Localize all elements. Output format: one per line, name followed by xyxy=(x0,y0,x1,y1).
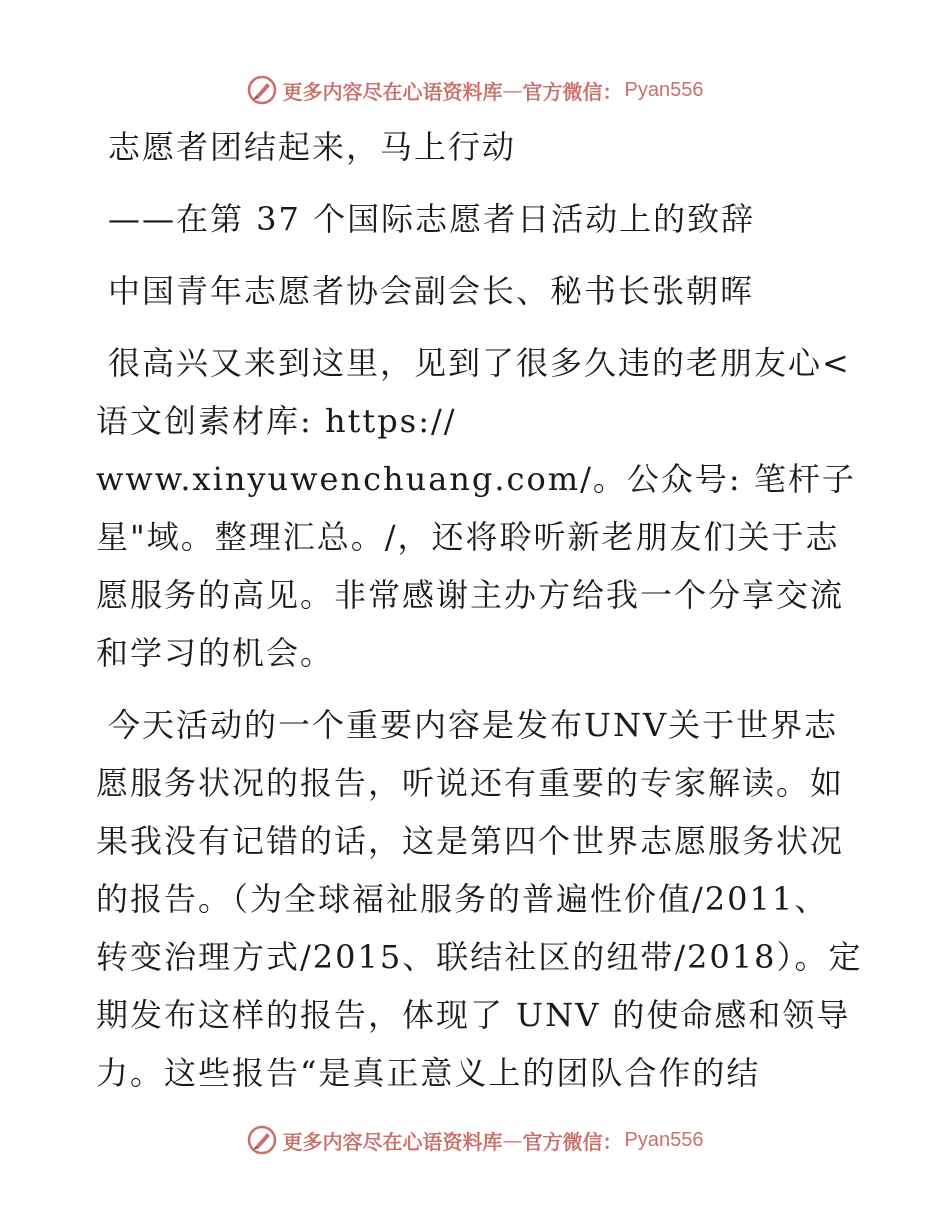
paragraph-line: 星"域。整理汇总。/，还将聆听新老朋友们关于志 xyxy=(96,518,840,556)
document-body xyxy=(96,118,863,1102)
banner-wechat-id: Pyan556 xyxy=(624,1128,704,1151)
paragraph-line: 和学习的机会。 xyxy=(96,634,335,672)
banner-official-label: 官方微信： xyxy=(522,1129,623,1154)
banner-separator: — xyxy=(502,78,523,102)
paragraph-line: 愿服务的高见。非常感谢主办方给我一个分享交流 xyxy=(96,576,845,614)
paragraph-line: 转变治理方式/2015、联结社区的纽带/2018）。定 xyxy=(96,938,863,976)
banner-wechat-id: Pyan556 xyxy=(624,78,704,101)
banner-separator: — xyxy=(502,1128,523,1152)
quill-logo-icon xyxy=(247,75,277,105)
paragraph-2 xyxy=(96,696,863,1102)
paragraph-line: 愿服务状况的报告，听说还有重要的专家解读。如 xyxy=(96,764,845,802)
paragraph-line: 的报告。（为全球福祉服务的普遍性价值/2011、 xyxy=(96,880,829,918)
paragraph-line: www.xinyuwenchuang.com/。公众号: 笔杆子 xyxy=(96,460,856,498)
document-title: 志愿者团结起来，马上行动 xyxy=(108,128,517,166)
paragraph-line: 期发布这样的报告，体现了 UNV 的使命感和领导 xyxy=(96,996,851,1034)
banner-brand-text: 更多内容尽在心语资料库 xyxy=(282,1129,503,1154)
quill-logo-icon xyxy=(247,1125,277,1155)
banner-official-label: 官方微信： xyxy=(522,79,623,104)
footer-banner xyxy=(0,1120,950,1160)
paragraph-line: 果我没有记错的话，这是第四个世界志愿服务状况 xyxy=(96,822,845,860)
paragraph-1 xyxy=(96,334,856,682)
header-banner xyxy=(0,70,950,110)
paragraph-line: 语文创素材库: https:// xyxy=(96,402,457,440)
document-subtitle: ——在第 37 个国际志愿者日活动上的致辞 xyxy=(108,200,756,238)
document-author: 中国青年志愿者协会副会长、秘书长张朝晖 xyxy=(108,272,755,310)
paragraph-line: 很高兴又来到这里，见到了很多久违的老朋友心< xyxy=(108,344,851,382)
banner-brand-text: 更多内容尽在心语资料库 xyxy=(282,79,503,104)
paragraph-line: 力。这些报告“是真正意义上的团队合作的结 xyxy=(96,1054,761,1092)
paragraph-line: 今天活动的一个重要内容是发布UNV关于世界志 xyxy=(108,706,839,744)
